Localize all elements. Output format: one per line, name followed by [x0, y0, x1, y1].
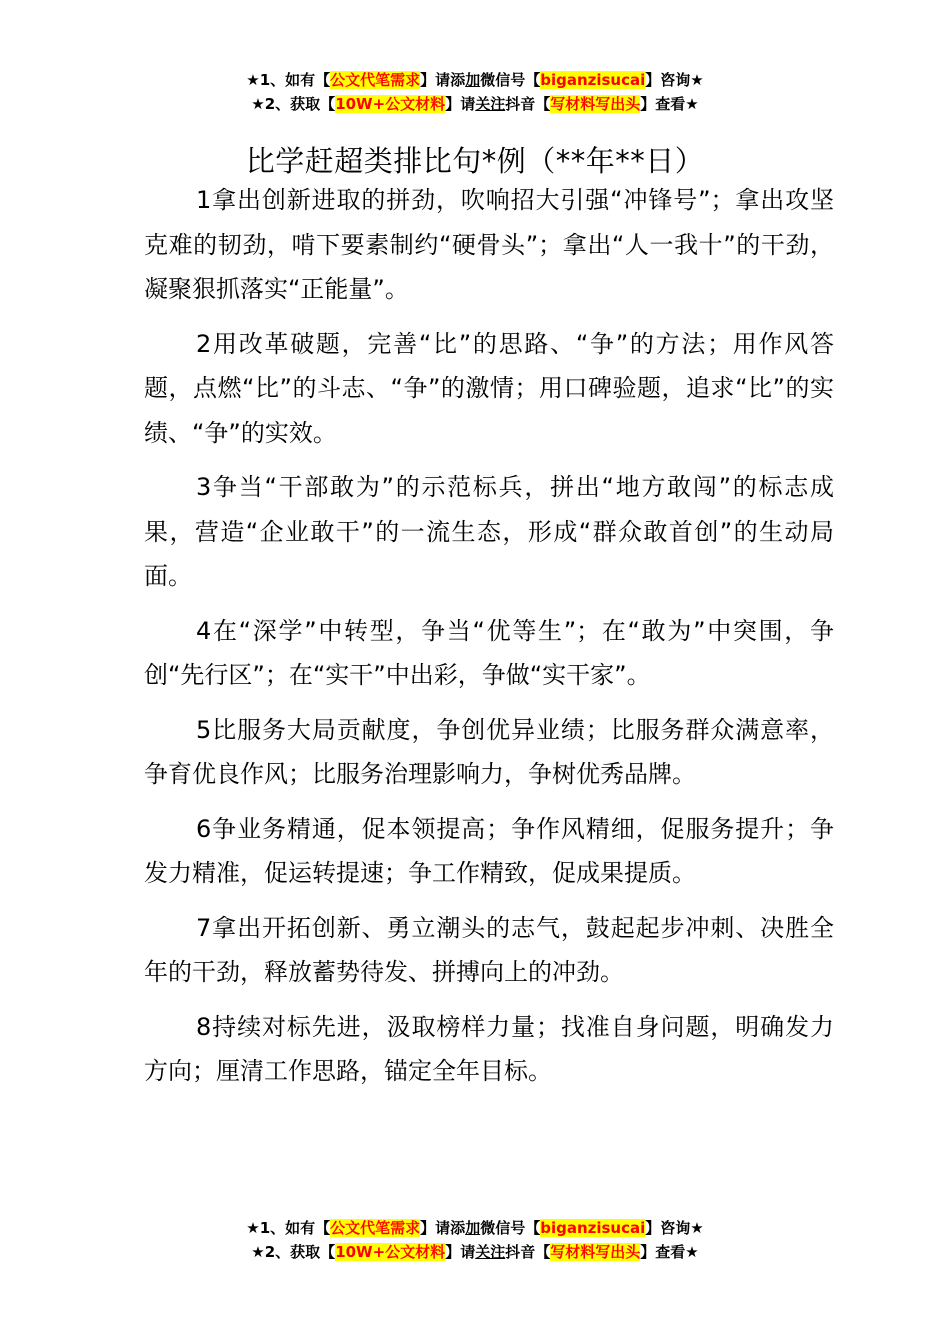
paragraph-8: 8持续对标先进，汲取榜样力量；找准自身问题，明确发力方向；厘清工作思路，锚定全年目标。: [144, 1012, 834, 1085]
banner-text: ★2、获取【: [251, 1243, 336, 1261]
banner-line-1: [0, 68, 950, 92]
footer-banner: [0, 1216, 950, 1264]
paragraph-6: 6争业务精通，促本领提高；争作风精细，促服务提升；争发力精准，促运转提速；争工作精致，促成果提质。: [144, 814, 834, 887]
banner-text: 】请: [445, 1243, 476, 1261]
banner-text: 】查看★: [640, 1243, 699, 1261]
banner-text: 抖音【: [505, 1243, 551, 1261]
highlight-wechat-id: biganzisucai: [540, 71, 646, 89]
underlined-text: 关注: [475, 95, 506, 113]
banner-text: ★2、获取【: [251, 95, 336, 113]
banner-text: 】咨询★: [645, 1219, 704, 1237]
header-banner: [0, 68, 950, 116]
highlight-douyin-name: 写材料写出头: [550, 1243, 641, 1261]
banner-text: 抖音【: [505, 95, 551, 113]
banner-line-1: [0, 1216, 950, 1240]
highlight-wechat-id: biganzisucai: [540, 1219, 646, 1237]
document-title: 比学赶超类排比句*例（**年**日）: [245, 144, 705, 179]
highlight-ad-text: 公文代笔需求: [330, 1219, 421, 1237]
banner-line-2: [0, 1240, 950, 1264]
banner-text: 微信号【: [480, 1219, 541, 1237]
paragraph-1: 1拿出创新进取的拼劲，吹响招大引强“冲锋号”；拿出攻坚克难的韧劲，啃下要素制约“硬骨头”；拿出“人一我十”的干劲，凝聚狠抓落实“正能量”。: [144, 186, 834, 303]
banner-line-2: [0, 92, 950, 116]
highlight-ad-text: 10W+公文材料: [335, 95, 446, 113]
banner-text: 】咨询★: [645, 71, 704, 89]
highlight-ad-text: 10W+公文材料: [335, 1243, 446, 1261]
paragraph-3: 3争当“干部敢为”的示范标兵，拼出“地方敢闯”的标志成果，营造“企业敢干”的一流生态，形成“群众敢首创”的生动局面。: [144, 473, 834, 590]
paragraph-4: 4在“深学”中转型，争当“优等生”；在“敢为”中突围，争创“先行区”；在“实干”中出彩，争做“实干家”。: [144, 616, 834, 689]
banner-text: ★1、如有【: [246, 1219, 331, 1237]
paragraph-2: 2用改革破题，完善“比”的思路、“争”的方法；用作风答题，点燃“比”的斗志、“争”的激情；用口碑验题，追求“比”的实绩、“争”的实效。: [144, 329, 834, 447]
highlight-ad-text: 公文代笔需求: [330, 71, 421, 89]
banner-text: 】请添: [420, 1219, 466, 1237]
highlight-douyin-name: 写材料写出头: [550, 95, 641, 113]
banner-text: 微信号【: [480, 71, 541, 89]
banner-text: 】请: [445, 95, 476, 113]
banner-text: 】请添: [420, 71, 466, 89]
paragraph-5: 5比服务大局贡献度，争创优异业绩；比服务群众满意率，争育优良作风；比服务治理影响力，争树优秀品牌。: [144, 715, 834, 788]
paragraph-7: 7拿出开拓创新、勇立潮头的志气，鼓起起步冲刺、决胜全年的干劲，释放蓄势待发、拼搏向上的冲劲。: [144, 913, 834, 986]
document-body: [144, 178, 834, 1104]
banner-text: ★1、如有【: [246, 71, 331, 89]
banner-text: 】查看★: [640, 95, 699, 113]
underlined-text: 关注: [475, 1243, 506, 1261]
underlined-text: 加: [465, 71, 481, 89]
underlined-text: 加: [465, 1219, 481, 1237]
